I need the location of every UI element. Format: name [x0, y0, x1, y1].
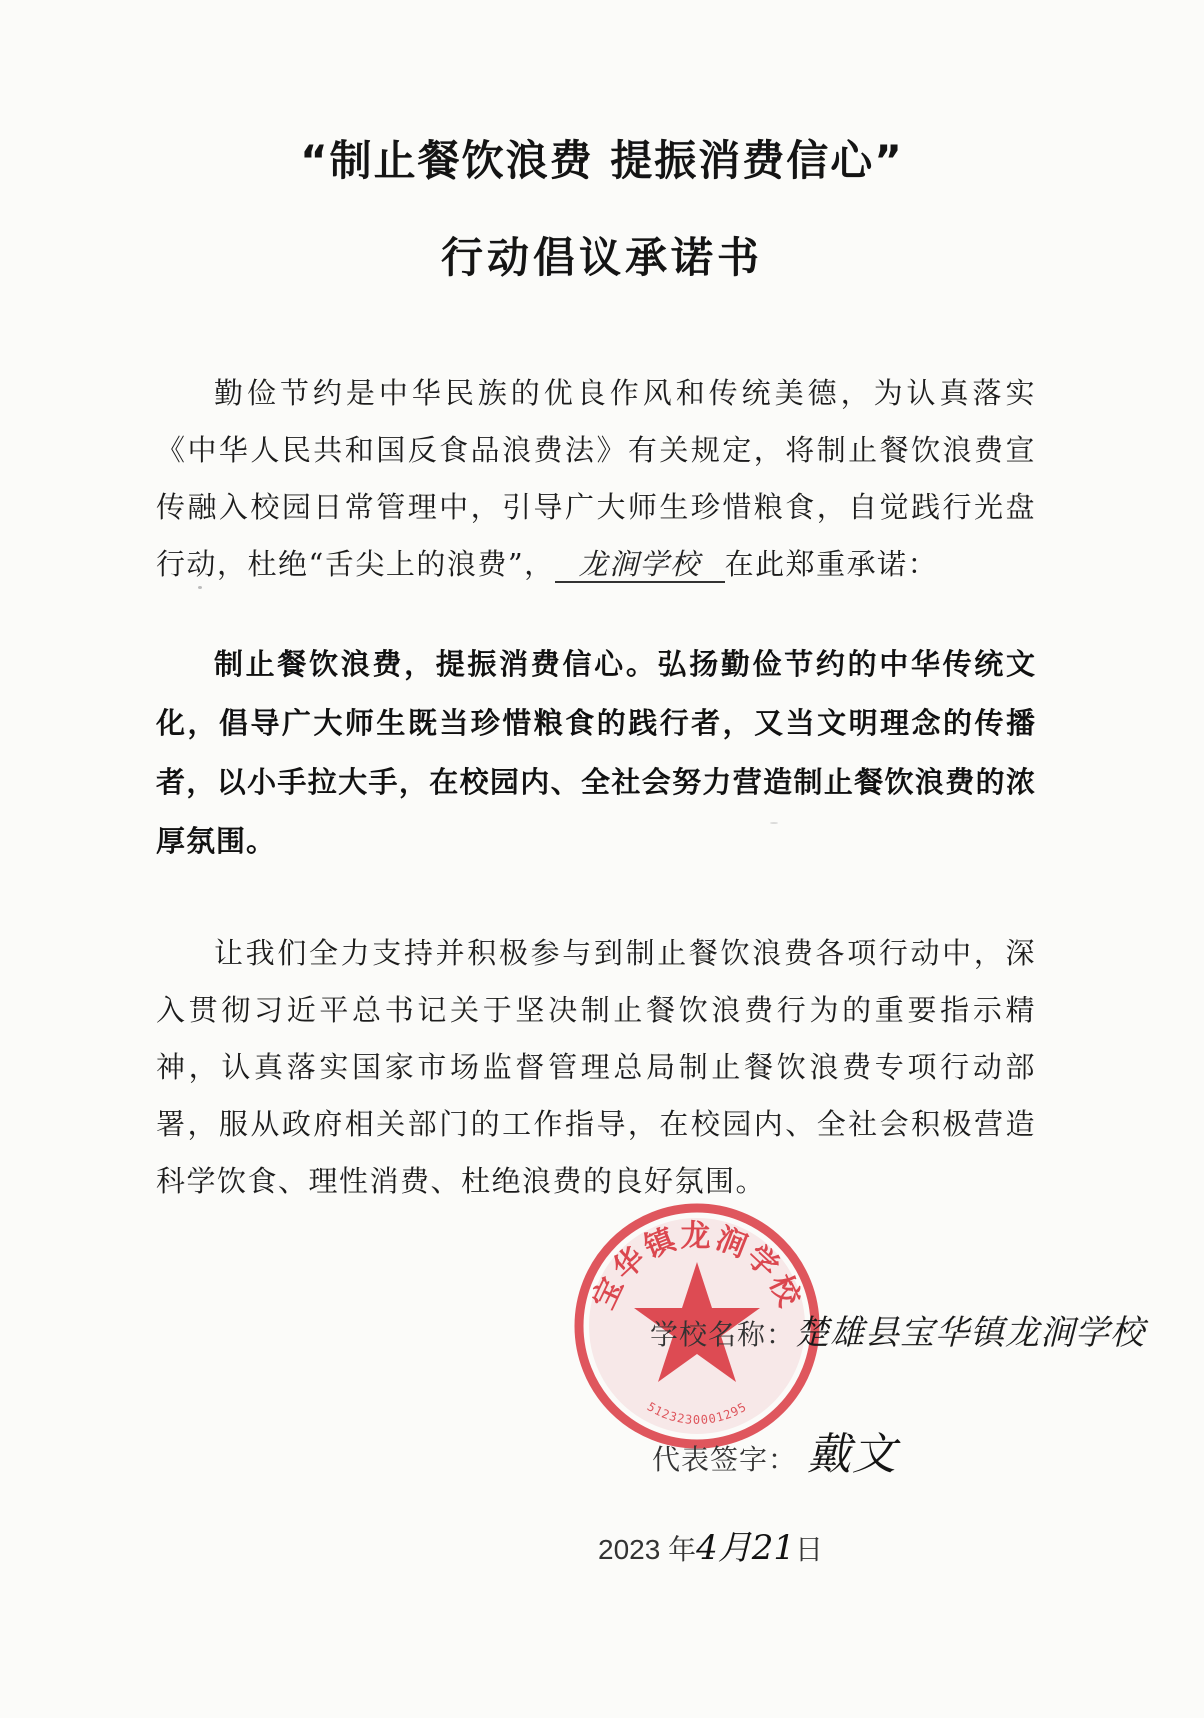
paper-speck [770, 822, 778, 824]
date-row [598, 1520, 823, 1569]
document-title-line2: 行动倡议承诺书 [440, 233, 763, 282]
paragraph-pledge-bold: 制止餐饮浪费，提振消费信心。弘扬勤俭节约的中华传统文化，倡导广大师生既当珍惜粮食的践行者，又当文明理念的传播者，以小手拉大手，在校园内、全社会努力营造制止餐饮浪费的浓厚氛围。 [156, 647, 1036, 858]
representative-label: 代表签字： [652, 1443, 798, 1476]
seal-ring-text: 宝华镇龙涧学校 [586, 1219, 808, 1315]
seal-code-text: 5123230001295 [644, 1399, 750, 1428]
paragraph-intro-text: 勤俭节约是中华民族的优良作风和传统美德，为认真落实《中华人民共和国反食品浪费法》有关规定，将制止餐饮浪费宣传融入校园日常管理中，引导广大师生珍惜粮食，自觉践行光盘行动，杜绝“舌尖上的浪费”， [156, 376, 1036, 581]
paragraph-intro-end: 在此郑重承诺： [724, 547, 939, 581]
date-year-suffix: 年 [668, 1534, 697, 1565]
paragraph-intro [156, 365, 1036, 593]
handwritten-school-blank: 龙涧学校 [555, 547, 725, 583]
paper-speck [198, 586, 202, 589]
document-title-line1: “制止餐饮浪费 提振消费信心” [300, 136, 904, 185]
paragraph-call-to-action: 让我们全力支持并积极参与到制止餐饮浪费各项行动中，深入贯彻习近平总书记关于坚决制止餐饮浪费行为的重要指示精神，认真落实国家市场监督管理总局制止餐饮浪费专项行动部署，服从政府相关部门的工作指导，在校园内、全社会积极营造科学饮食、理性消费、杜绝浪费的良好氛围。 [156, 936, 1036, 1198]
school-name-handwritten: 楚雄县宝华镇龙涧学校 [795, 1313, 1146, 1353]
school-name-label: 学校名称： [650, 1318, 796, 1351]
date-year: 2023 [598, 1534, 661, 1565]
date-month-day-handwritten: 4月21 [696, 1528, 795, 1568]
school-name-row [650, 1305, 1145, 1354]
representative-handwritten-signature: 戴文 [806, 1429, 897, 1480]
date-day-suffix: 日 [795, 1534, 824, 1565]
representative-signature-row [652, 1418, 897, 1482]
